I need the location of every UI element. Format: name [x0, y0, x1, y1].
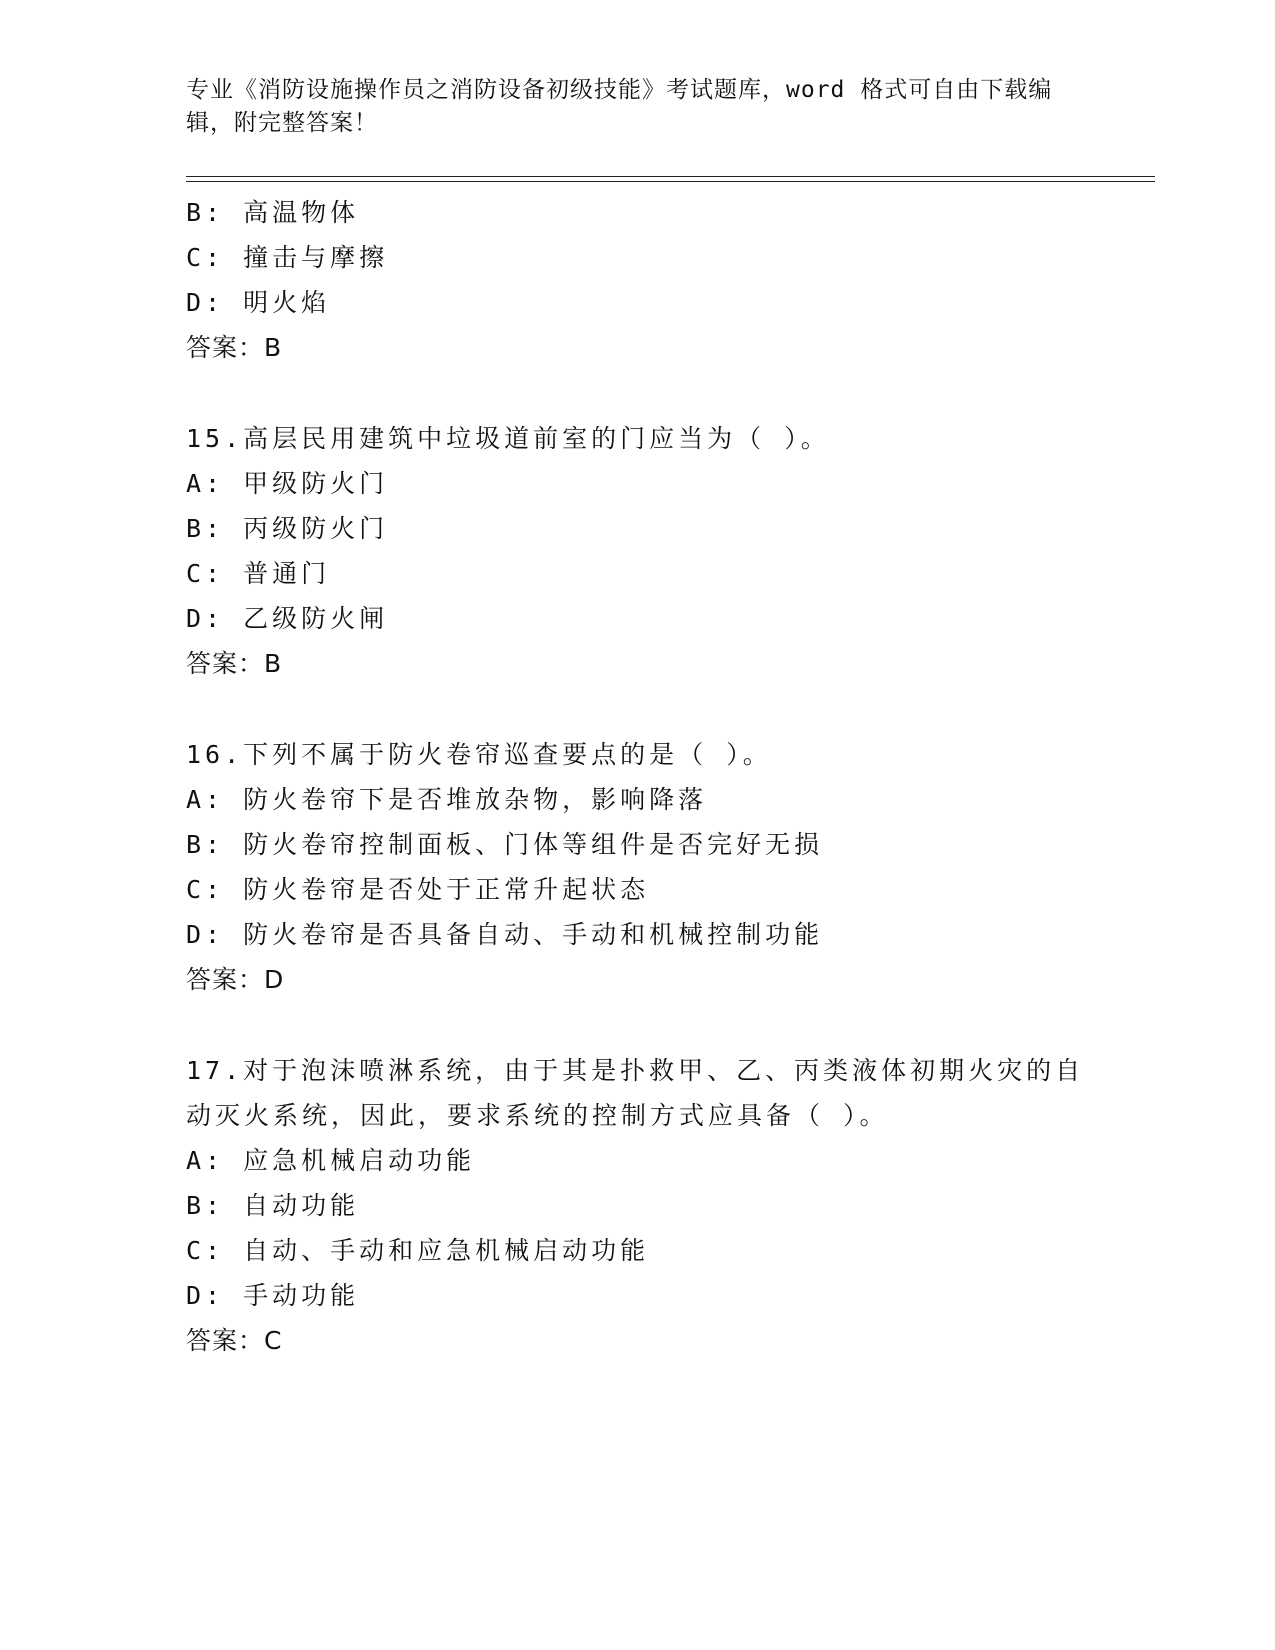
option-a: A: 防火卷帘下是否堆放杂物，影响降落	[186, 785, 708, 814]
option-b: B: 自动功能	[186, 1191, 360, 1220]
document-header: 专业《消防设施操作员之消防设备初级技能》考试题库，word 格式可自由下载编辑，附完整答案！	[186, 77, 1053, 136]
question-content	[186, 190, 1126, 1363]
option-c: C: 普通门	[186, 559, 331, 588]
question-16	[186, 732, 1126, 1002]
option-d: D: 乙级防火闸	[186, 604, 389, 633]
option-d: D: 明火焰	[186, 288, 331, 317]
option-c: C: 自动、手动和应急机械启动功能	[186, 1236, 650, 1265]
answer: 答案：C	[186, 1326, 283, 1355]
question-stem: 16.下列不属于防火卷帘巡查要点的是（ ）。	[186, 740, 772, 769]
option-b: B: 高温物体	[186, 198, 360, 227]
question-14-partial	[186, 190, 1126, 370]
question-stem: 17.对于泡沫喷淋系统，由于其是扑救甲、乙、丙类液体初期火灾的自动灭火系统，因此，要求系统的控制方式应具备（ ）。	[186, 1056, 1085, 1130]
option-a: A: 甲级防火门	[186, 469, 389, 498]
answer: 答案：B	[186, 333, 283, 362]
question-15	[186, 416, 1126, 686]
option-d: D: 手动功能	[186, 1281, 360, 1310]
option-c: C: 防火卷帘是否处于正常升起状态	[186, 875, 650, 904]
question-stem: 15.高层民用建筑中垃圾道前室的门应当为（ ）。	[186, 424, 830, 453]
answer: 答案：D	[186, 965, 285, 994]
option-c: C: 撞击与摩擦	[186, 243, 389, 272]
option-b: B: 丙级防火门	[186, 514, 389, 543]
option-b: B: 防火卷帘控制面板、门体等组件是否完好无损	[186, 830, 824, 859]
question-17	[186, 1048, 1126, 1363]
header-rule-top	[186, 176, 1155, 177]
header-rule-bottom	[186, 181, 1155, 182]
option-a: A: 应急机械启动功能	[186, 1146, 476, 1175]
option-d: D: 防火卷帘是否具备自动、手动和机械控制功能	[186, 920, 824, 949]
answer: 答案：B	[186, 649, 283, 678]
